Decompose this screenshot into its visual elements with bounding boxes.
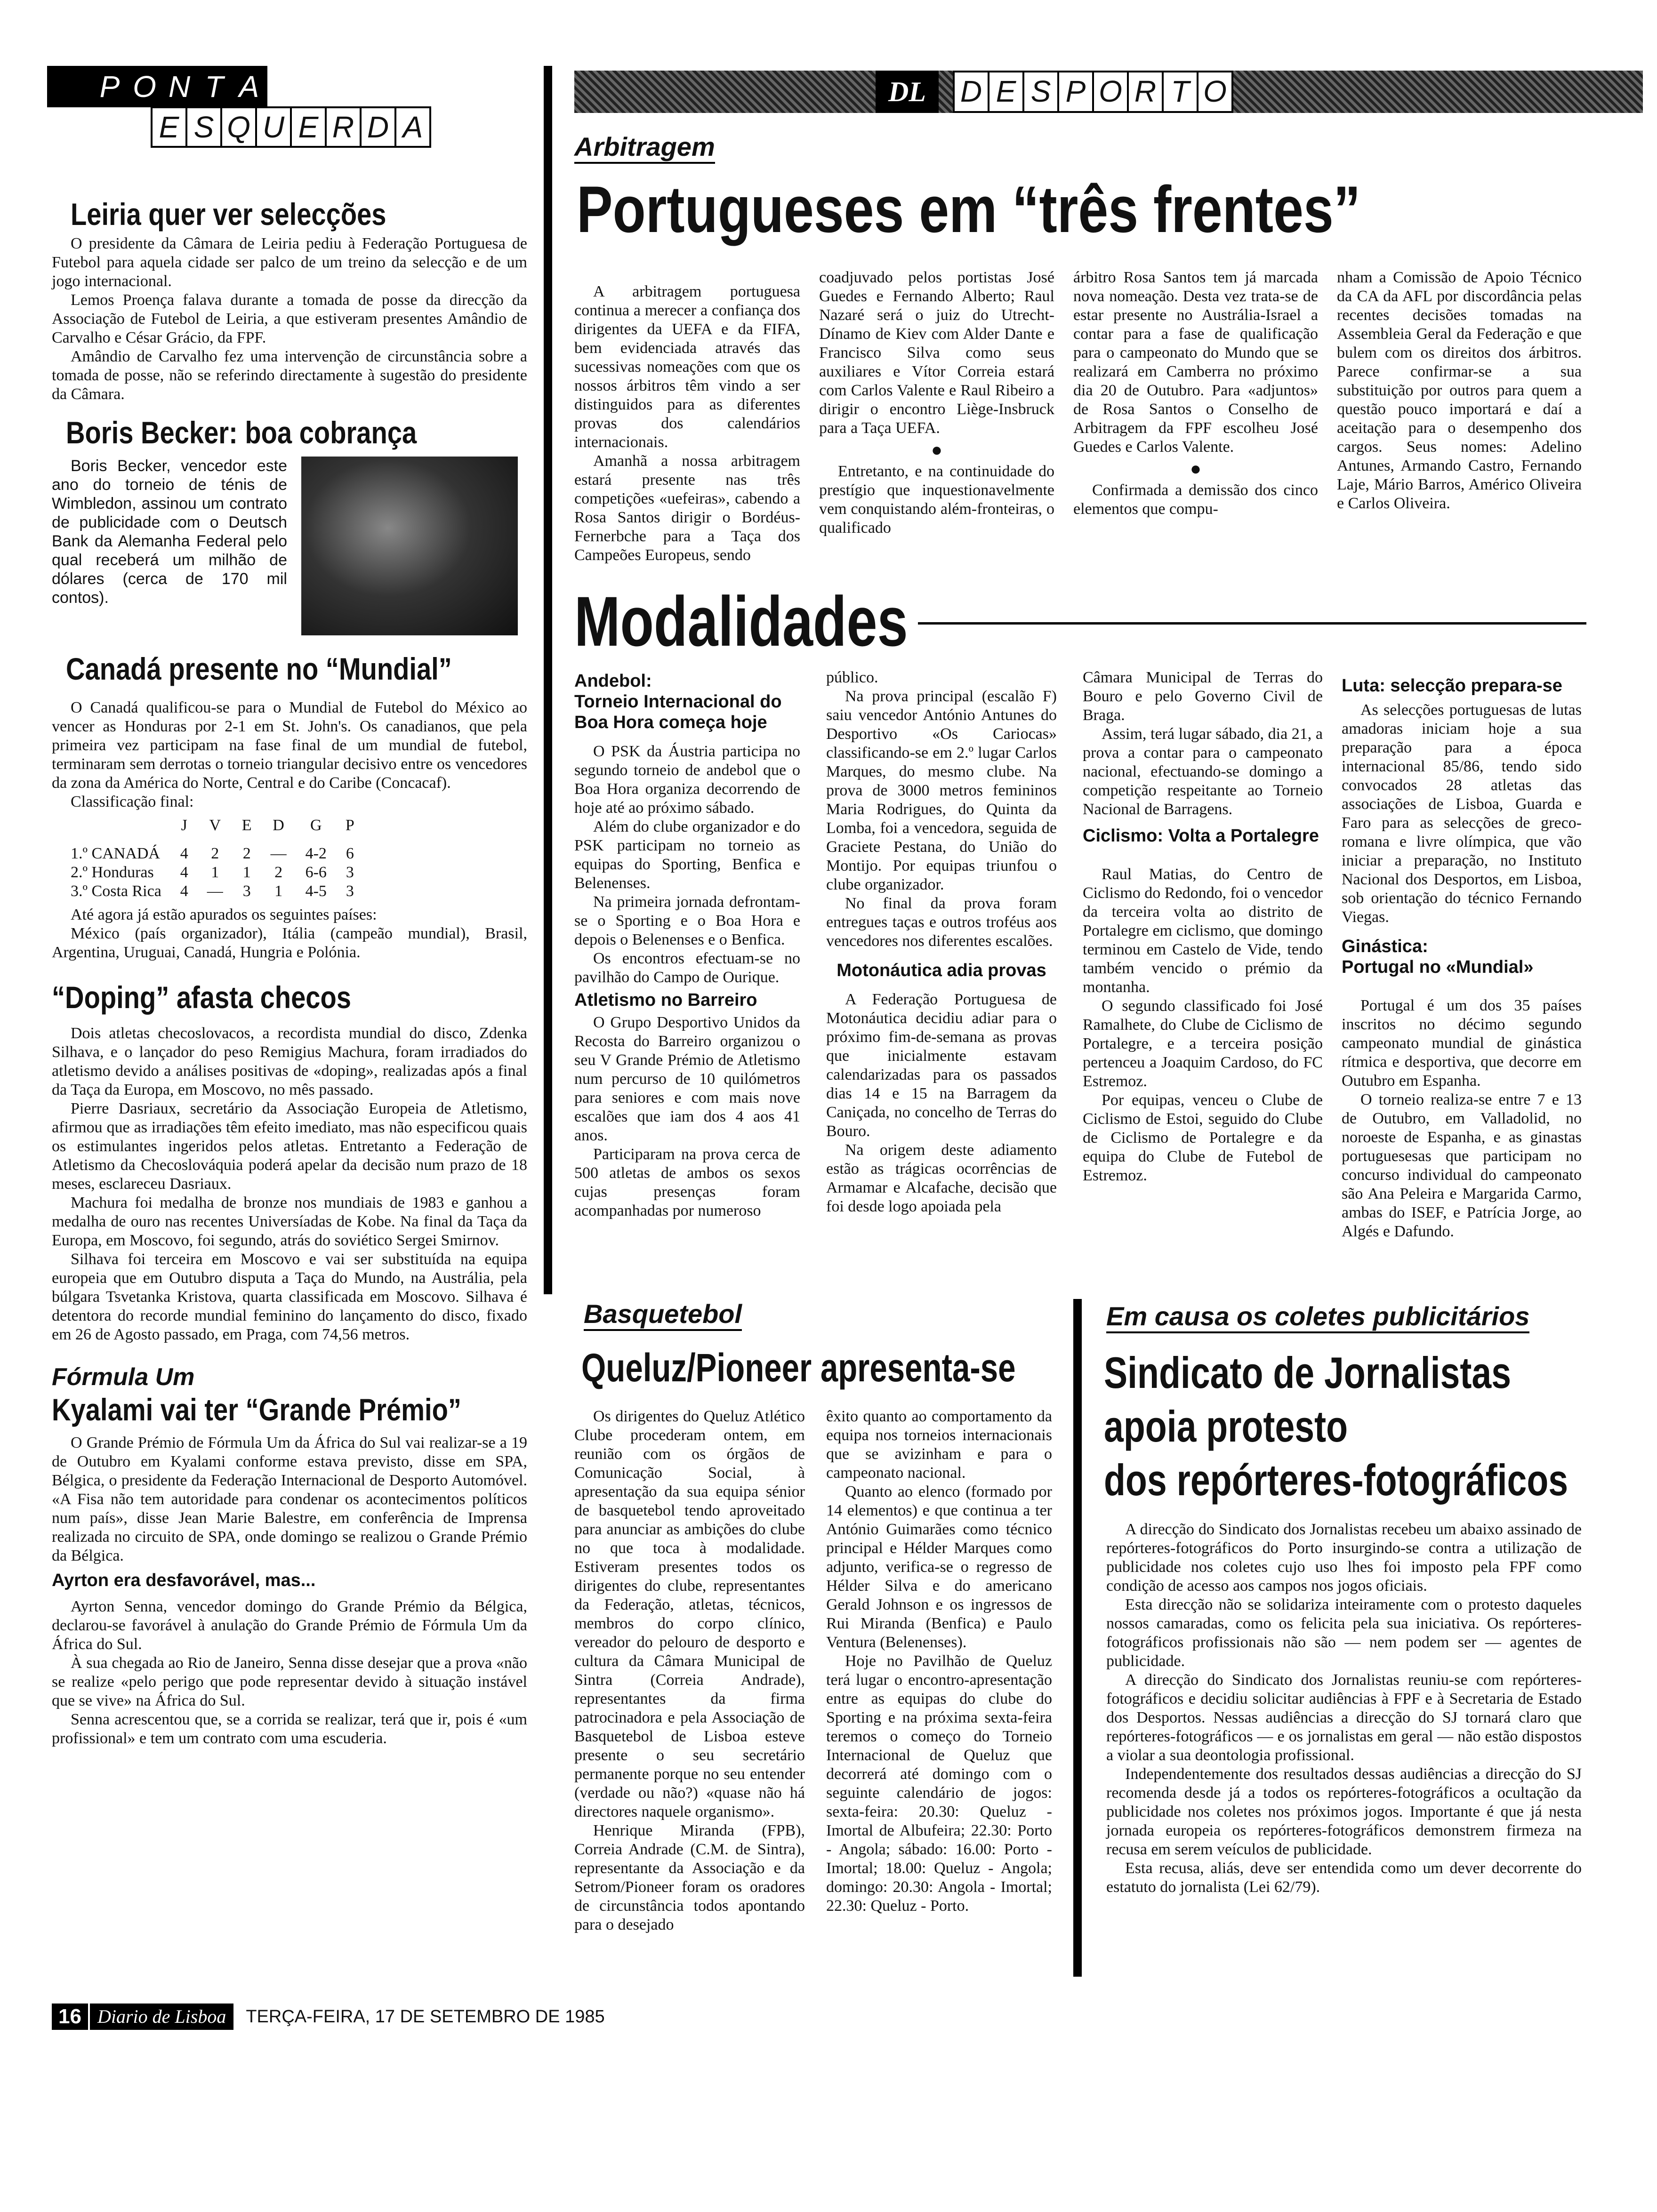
arbitragem-kicker: Arbitragem [574, 132, 715, 164]
modalidades-col-4: Luta: selecção prepara-se As selecções portuguesas de lutas amadoras iniciam hoje a sua preparação para a época internacional 85/86, tendo sido convocados 28 atletas das associações de Lisboa, Guarda e Faro para as selecções de greco-romana e livre olímpica, que vão iniciar a preparação, no Instituto Nacional dos Desportos, em Lisboa, sob orientação do técnico Fernando Viegas. Ginástica: Portugal no «Mundial» Portugal é um dos 35 países inscritos no décimo segundo campeonato mundial de ginástica rítmica e desportiva, que decorre em Outubro em Espanha. O torneio realiza-se entre 7 e 13 de Outubro, em Valladolid, no noroeste de Espanha, e as ginastas portuguesesas que participam no concurso individual do campeonato são Ana Peleira e Margarida Carmo, ambas do ISEF, e Patrícia Jorge, ao Algés e Dafundo. [1342, 676, 1582, 1240]
issue-date: TERÇA-FEIRA, 17 DE SETEMBRO DE 1985 [246, 2007, 605, 2027]
doping-headline: “Doping” afasta checos [52, 980, 351, 1015]
sindicato-headline: Sindicato de Jornalistas apoia protesto dos repórteres-fotográficos [1104, 1348, 1569, 1505]
dl-logo: DL [876, 71, 939, 113]
ponta-esquerda-logo: P O N T A E S Q U E R D A [47, 66, 508, 169]
table-row: 1.º CANADÁ 4 2 2 — 4-2 6 [71, 845, 354, 862]
table-row: 2.º Honduras 4 1 1 2 6-6 3 [71, 864, 354, 881]
left-column: Leiria quer ver selecções O presidente da Câmara de Leiria pediu à Federação Portuguesa de Futebol para aquela cidade ser palco de um treino da selecção e de um jogo internacional. Lemos Proença falava durante a tomada de posse da direcção da Associação de Futebol de Leiria, a que estiveram presentes Amândio de Carvalho e César Grácio, da FPF. Amândio de Carvalho fez uma intervenção de circunstância sobre a tomada de posse, não se referindo directamente à sugestão do presidente da Câmara. Boris Becker: boa cobrança Boris Becker, vencedor este ano do torneio de ténis de Wimbledon, assinou um contrato de publicidade com o Deutsch Bank da Alemanha Federal pelo qual receberá um milhão de dólares (cerca de 170 mil contos). Canadá presente no “Mundial” O Canadá qualificou-se para o Mundial de Futebol do México ao vencer as Honduras por 2-1 em St. John's. Os canadianos, que pela primeira vez participam na fase final de um mundial de futebol, terminaram sem derrotas o torneio triangular decisivo entre os vencedores da zona da América do Norte, Central e do Caribe (Concacaf). Classificação final: J V E D G P 1.º CANADÁ 4 2 2 — 4-2 6 2.º Honduras 4 1 1 2 6-6 3 3.º Costa Rica 4 — 3 1 4-5 3 Até agora já estão apurados os seguintes países: México (país organizador), Itália (campeão mundial), Brasil, Argentina, Uruguai, Canadá, Hungria e Polónia. “Doping” afasta checos Dois atletas checoslovacos, a recordista mundial do disco, Zdenka Silhava, e o lançador do peso Remigius Machura, foram irradiados do atletismo devido a análises positivas de «doping», realizadas após a final da Taça da Europa, em Moscovo, no mês passado. Pierre Dasriaux, secretário da Associação Europeia de Atletismo, afirmou que as irradiações têm efeito imediato, mas não especificou quais os estimulantes ingeridos pelos atletas. Entretanto a Federação de Atletismo da Checoslováquia poderá apelar da decisão num prazo de 18 meses, esclareceu Dasriaux. Machura foi medalha de bronze nos mundiais de 1983 e ganhou a medalha de ouro nas recentes Universíadas de Kobe. Na final da Taça da Europa, em Moscovo, foi segundo, atrás do soviético Sergei Smirnov. Silhava foi terceira em Moscovo e vai ser substituída na equipa europeia que em Outubro disputa a Taça do Mundo, na Austrália, pela búlgara Tsvetanka Kristova, quarta classificada em Moscovo. Silhava é detentora do recorde mundial feminino do lançamento do disco, fixado em 26 de Agosto passado, em Praga, com 74,56 metros. Fórmula Um Kyalami vai ter “Grande Prémio” O Grande Prémio de Fórmula Um da África do Sul vai realizar-se a 19 de Outubro em Kyalami conforme estava previsto, disse em SPA, Bélgica, o presidente da Federação Internacional de Desporto Automóvel. «A Fisa não tem autoridade para condenar os acontecimentos políticos num país», disse Jean Marie Balestre, em conferência de Imprensa realizada no circuito de SPA, onde domingo se realizou o Grande Prémio da Bélgica. Ayrton era desfavorável, mas... Ayrton Senna, vencedor domingo do Grande Prémio da Bélgica, declarou-se favorável à anulação do Grande Prémio de Fórmula Um da África do Sul. À sua chegada ao Rio de Janeiro, Senna disse desejar que a prova «não se realize «pelo perigo que pode representar devido à situação instável que se vive» na África do Sul. Senna acrescentou que, se a corrida se realizar, terá que ir, pois é «um profissional» e tem um contrato com uma escuderia. [52, 197, 527, 1747]
canada-headline: Canadá presente no “Mundial” [66, 651, 452, 686]
table-row: 3.º Costa Rica 4 — 3 1 4-5 3 [71, 882, 354, 900]
modalidades-col-1: Andebol: Torneio Internacional do Boa Hora começa hoje O PSK da Áustria participa no segundo torneio de andebol que o Boa Hora organiza decorrendo de hoje até ao próximo sábado. Além do clube organizador e do PSK participam no torneio as equipas do Sporting, Benfica e Belenenses. Na primeira jornada defrontam-se o Sporting e o Boa Hora e depois o Belenenses e o Benfica. Os encontros efectuam-se no pavilhão do Campo de Ourique. Atletismo no Barreiro O Grupo Desportivo Unidos da Recosta do Barreiro organizou o seu V Grande Prémio de Atletismo num percurso de 10 quilómetros para seniores e com mais nove escalões que iam dos 4 aos 41 anos. Participaram na prova cerca de 500 atletas de ambos os sexos cujas presenças foram acompanhadas por numeroso [574, 671, 800, 1219]
footer [52, 2003, 1605, 2031]
arbitragem-col-2: coadjuvado pelos portistas José Guedes e Fernando Alberto; Raul Nazaré será o juiz do Utrecht-Dínamo de Kiev com Alder Dante e Francisco Silva como seus auxiliares e Vítor Correia estará com Carlos Valente e Raul Ribeiro a dirigir o encontro Liège-Insbruck para a Taça UEFA. ● Entretanto, e na continuidade do prestígio que inquestionavelmente vem conquistando além-fronteiras, o qualificado [819, 269, 1054, 537]
sindicato-rule [1073, 1299, 1082, 1977]
basquetebol-col-2: êxito quanto ao comportamento da equipa nos torneios internacionais que se avizinham e para o campeonato nacional. Quanto ao elenco (formado por 14 elementos) e que continua a ter António Guimarães como técnico principal e Hélder Marques como adjunto, verifica-se o regresso de Hélder Silva e do americano Gerald Johnson e os ingressos de Rui Miranda (Benfica) e Paulo Ventura (Belenenses). Hoje no Pavilhão de Queluz terá lugar o encontro-apresentação entre as equipas do clube do Sporting e na próxima sexta-feira teremos o começo do Torneio Internacional de Queluz que decorrerá até domingo com o seguinte calendário de jogos: sexta-feira: 20.30: Queluz - Imortal de Albufeira; 22.30: Porto - Angola; sábado: 16.00: Porto - Imortal; 18.00: Queluz - Angola; domingo: 20.30: Angola - Imortal; 22.30: Queluz - Porto. [826, 1408, 1052, 1915]
arbitragem-col-1: A arbitragem portuguesa continua a merecer a confiança dos dirigentes da UEFA e da FIFA, bem evidenciada através das sucessivas nomeações com que os nossos árbitros têm vindo a ser distinguidos para as diferentes provas dos calendários internacionais. Amanhã a nossa arbitragem estará presente nas três competições «uefeiras», cabendo a Rosa Santos dirigir o Bordéus-Fernerbche para a Taça dos Campeões Europeus, sendo [574, 283, 800, 564]
sindicato-body: A direcção do Sindicato dos Jornalistas recebeu um abaixo assinado de repórteres-fotográficos do Porto insurgindo-se contra a utilização de publicidade nos coletes cujo uso lhes foi imposto pela FPF como condição de acesso aos campos nos jogos oficiais. Esta direcção não se solidariza inteiramente com o protesto daqueles nossos camaradas, como os felicita pela sua iniciativa. Os repórteres-fotográficos profissionais não são — nem podem ser — agentes de publicidade. A direcção do Sindicato dos Jornalistas reuniu-se com repórteres-fotográficos e decidiu solicitar audiências à FPF e à Secretaria de Estado dos Desportos. Nessas audiências a direcção do SJ tornará claro que repórteres-fotográficos — e os jornalistas em geral — não estão dispostos a violar a sua deontologia profissional. Independentemente dos resultados dessas audiências a direcção do SJ recomenda desde já a todos os repórteres-fotográficos a ocultação da publicidade nos coletes nos próximos jogos. Importante é que já nesta jornada europeia os repórteres-fotográficos demonstrem firmeza na recusa em serem veículos de publicidade. Esta recusa, aliás, deve ser entendida como um dever decorrente do estatuto do jornalista (Lei 62/79). [1106, 1521, 1582, 1896]
formula-headline: Kyalami vai ter “Grande Prémio” [52, 1392, 461, 1427]
page-number: 16 [52, 2004, 88, 2030]
sindicato-kicker: Em causa os coletes publicitários [1106, 1301, 1529, 1333]
basquetebol-headline: Queluz/Pioneer apresenta-se [581, 1346, 1016, 1390]
arbitragem-headline: Portugueses em “três frentes” [577, 172, 1361, 246]
arbitragem-col-3: árbitro Rosa Santos tem já marcada nova nomeação. Desta vez trata-se de estar presente no Austrália-Israel a contar para a fase de qualificação para o campeonato do Mundo que se realizará em Camberra no próximo dia 20 de Outubro. Para «adjuntos» de Rosa Santos o Conselho de Arbitragem da FPF escolheu José Guedes e Carlos Valente. ● Confirmada a demissão dos cinco elementos que compu- [1073, 269, 1318, 518]
modalidades-col-3: Câmara Municipal de Terras do Bouro e pelo Governo Civil de Braga. Assim, terá lugar sábado, dia 21, a prova a contar para o campeonato nacional, efectuando-se domingo a competição respeitante ao Torneio Nacional de Barragens. Ciclismo: Volta a Portalegre Raul Matias, do Centro de Ciclismo do Redondo, foi o vencedor da terceira volta ao distrito de Portalegre em ciclismo, que domingo terminou em Castelo de Vide, tendo também vencido o prémio da montanha. O segundo classificado foi José Ramalhete, do Clube de Ciclismo de Portalegre, e a terceira posição pertenceu a Joaquim Cardoso, do FC Estremoz. Por equipas, venceu o Clube de Ciclismo de Estoi, seguido do Clube de Ciclismo de Portalegre e da equipa do Clube de Futebol de Estremoz. [1083, 669, 1323, 1184]
desporto-banner: DL D E S P O R T O [574, 71, 1643, 113]
paper-name: Diario de Lisboa [90, 2004, 233, 2030]
basquetebol-kicker: Basquetebol [584, 1299, 742, 1331]
modalidades-headline: Modalidades [574, 582, 908, 661]
leiria-headline: Leiria quer ver selecções [71, 197, 386, 232]
basquetebol-col-1: Os dirigentes do Queluz Atlético Clube procederam ontem, em reunião com os órgãos de Comunicação Social, à apresentação da sua equipa sénior de basquetebol tendo aproveitado para anunciar as ambições do clube no que toca à modalidade. Estiveram presentes todos os dirigentes do clube, representantes da Federação, atletas, técnicos, membros do corpo clínico, vereador do pelouro de desporto e cultura da Câmara Municipal de Sintra (Correia Andrade), representantes da firma patrocinadora e pela Associação de Basquetebol de Lisboa esteve presente o seu secretário permanente porque no seu entender (verdade ou não?) «quase não há directores naquele organismo». Henrique Miranda (FPB), Correia Andrade (C.M. de Sintra), representante da Associação e da Setrom/Pioneer foram os oradores de circunstância todos apontando para o desejado [574, 1408, 805, 1933]
column-rule [544, 66, 552, 1294]
becker-photo [301, 457, 518, 635]
arbitragem-col-4: nham a Comissão de Apoio Técnico da CA da AFL por discordância pelas recentes decisões tomadas na Assembleia Geral da Federação e que bulem com os direitos dos árbitros. Parece confirmar-se a sua substituição por outros para quem a questão pouco importará e daí a aceitação para o desempenho dos cargos. Seus nomes: Adelino Antunes, Armando Castro, Fernando Laje, Mário Barros, Américo Oliveira e Carlos Oliveira. [1337, 269, 1582, 512]
becker-headline: Boris Becker: boa cobrança [66, 415, 417, 450]
classification-table: J V E D G P 1.º CANADÁ 4 2 2 — 4-2 6 2.º Honduras 4 1 1 2 6-6 3 3.º Costa Rica 4 — 3 1 4-5 3 [71, 816, 364, 901]
modalidades-rule [918, 622, 1586, 625]
formula-kicker: Fórmula Um [52, 1363, 195, 1391]
modalidades-col-2: público. Na prova principal (escalão F) saiu vencedor António Antunes do Desportivo «Os Cariocas» classificando-se em 2.º lugar Carlos Marques, do mesmo clube. Na prova de 3000 metros femininos Maria Rodrigues, do Quinta da Lomba, foi a vencedora, seguida de Graciete Pestana, do União do Montijo. Por equipas triunfou o clube organizador. No final da prova foram entregues taças e outros troféus aos vencedores nos diferentes escalões. Motonáutica adia provas A Federação Portuguesa de Motonáutica decidiu adiar para o próximo fim-de-semana as provas que inicialmente estavam calendarizadas para os passados dias 14 e 15 na Barragem da Caniçada, no concelho de Terras do Bouro. Na origem deste adiamento estão as trágicas ocorrências de Armamar e Alcafache, decisão que foi desde logo apoiada pela [826, 669, 1057, 1215]
becker-text: Boris Becker, vencedor este ano do torneio de ténis de Wimbledon, assinou um contrato de publicidade com o Deutsch Bank da Alemanha Federal pelo qual receberá um milhão de dólares (cerca de 170 mil contos). [52, 457, 287, 607]
